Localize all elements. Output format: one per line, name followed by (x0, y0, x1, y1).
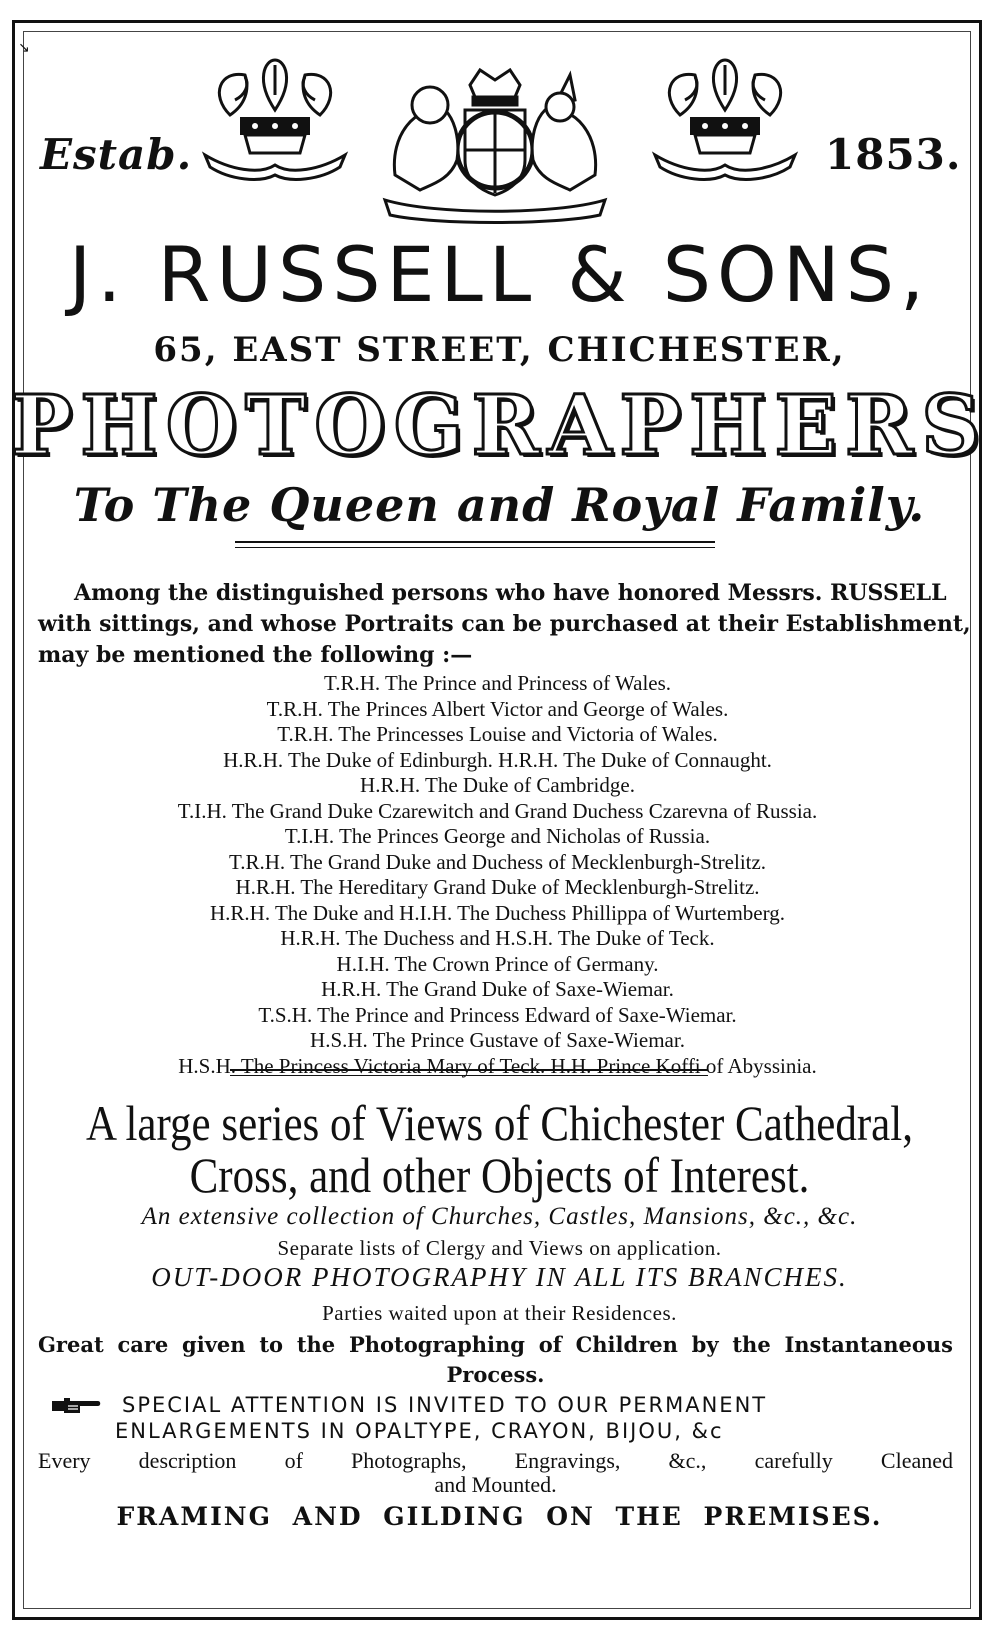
list-item: T.I.H. The Grand Duke Czarewitch and Grand Duchess Czarevna of Russia. (177, 798, 818, 823)
list-item: T.R.H. The Princesses Louise and Victoria of Wales. (277, 722, 718, 746)
list-item: H.R.H. The Duke of Cambridge. (360, 773, 635, 797)
intro-line: with sittings, and whose Portraits can be purchased at their Establishment, (38, 611, 971, 637)
list-item: H.S.H. The Prince Gustave of Saxe-Wiemar. (310, 1028, 685, 1052)
prince-of-wales-feathers-icon (650, 55, 800, 205)
children-line: Great care given to the Photographing of Children by the Instantaneous (38, 1332, 953, 1357)
divider-middle-thin (230, 1075, 708, 1076)
list-item: H.S.H. The Princess Victoria Mary of Teck. H.H. Prince Koffi of Abyssinia. (178, 1053, 817, 1078)
list-item: T.R.H. The Prince and Princess of Wales. (323, 671, 672, 695)
list-item: T.R.H. The Grand Duke and Duchess of Mecklenburgh-Strelitz. (228, 849, 767, 874)
firm-address: 65, EAST STREET, CHICHESTER, (153, 330, 846, 370)
list-item: H.R.H. The Hereditary Grand Duke of Mecklenburgh-Strelitz. (235, 875, 760, 899)
list-item: H.R.H. The Duke and H.I.H. The Duchess Phillippa of Wurtemberg. (209, 900, 785, 925)
corner-mark: ↘ (18, 40, 30, 56)
estab-year: 1853. (825, 130, 962, 179)
cleaning-notice (38, 1449, 953, 1497)
list-item: T.S.H. The Prince and Princess Edward of Saxe-Wiemar. (258, 1002, 737, 1027)
special-attention-notice (50, 1392, 955, 1444)
patrons-list (30, 671, 965, 1079)
outdoor-heading: OUT-DOOR PHOTOGRAPHY IN ALL ITS BRANCHES. (151, 1262, 848, 1292)
divider-top-thin (235, 547, 715, 548)
list-item: H.R.H. The Duke of Edinburgh. H.R.H. The Duke of Connaught. (223, 747, 772, 772)
framing-notice: FRAMING AND GILDING ON THE PREMISES. (116, 1502, 883, 1531)
views-line: A large series of Views of Chichester Cathedral, (86, 1095, 913, 1151)
children-line: Process. (446, 1362, 545, 1387)
cleaning-line: Every description of Photographs, Engravings, &c., carefully Cleaned (38, 1448, 953, 1473)
list-item: T.R.H. The Princes Albert Victor and George of Wales. (266, 696, 729, 721)
trade-heading: PHOTOGRAPHERS (10, 378, 989, 474)
intro-paragraph (38, 578, 971, 671)
prince-of-wales-feathers-icon (200, 55, 350, 205)
pointing-hand-icon (50, 1395, 102, 1417)
views-line: Cross, and other Objects of Interest. (189, 1147, 810, 1203)
list-item: H.R.H. The Duchess and H.S.H. The Duke of Teck. (280, 926, 715, 950)
intro-line: Among the distinguished persons who have honored Messrs. RUSSELL (74, 580, 947, 606)
estab-label: Estab. (40, 130, 193, 179)
lists-text: Separate lists of Clergy and Views on application. (277, 1236, 722, 1260)
special-line: SPECIAL ATTENTION IS INVITED TO OUR PERMANENT (122, 1393, 768, 1417)
parties-text: Parties waited upon at their Residences. (322, 1301, 677, 1325)
intro-line: may be mentioned the following :— (38, 642, 473, 668)
cleaning-line: and Mounted. (434, 1472, 557, 1497)
special-line: ENLARGEMENTS IN OPALTYPE, CRAYON, BIJOU, &c (115, 1419, 724, 1443)
firm-name: J. RUSSELL & SONS, (68, 230, 931, 319)
list-item: T.I.H. The Princes George and Nicholas of Russia. (284, 824, 711, 848)
list-item: H.R.H. The Grand Duke of Saxe-Wiemar. (321, 977, 674, 1001)
children-notice (38, 1330, 953, 1390)
royal-coat-of-arms-icon (375, 65, 615, 225)
views-heading (70, 1097, 929, 1201)
divider-middle (230, 1069, 708, 1071)
list-item: H.I.H. The Crown Prince of Germany. (336, 951, 659, 976)
divider-top (235, 541, 715, 543)
collection-text: An extensive collection of Churches, Castles, Mansions, &c., &c. (141, 1203, 858, 1230)
royal-appointment: To The Queen and Royal Family. (73, 478, 926, 532)
header-row (0, 55, 999, 225)
